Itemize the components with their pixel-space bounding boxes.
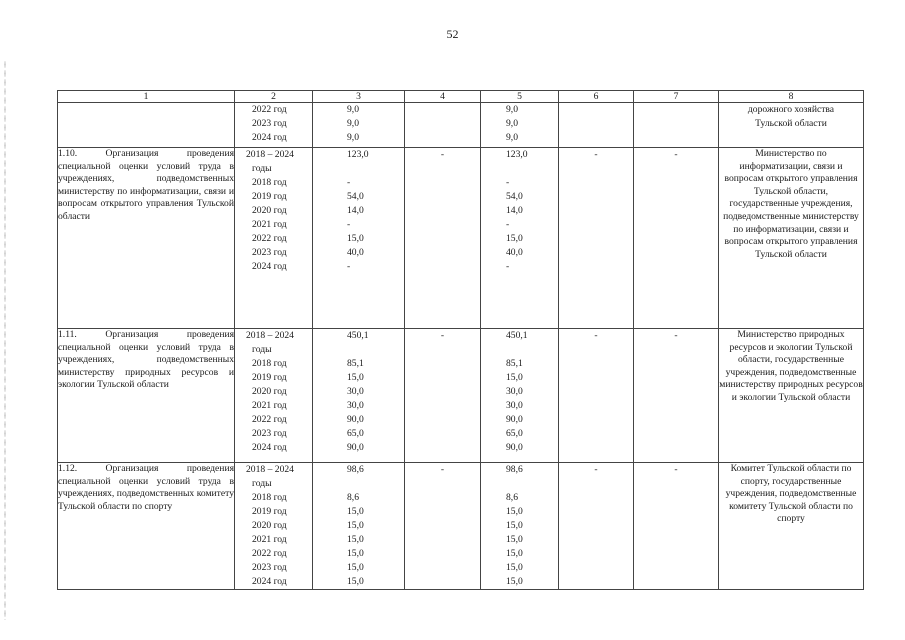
- responsible-cell: Министерство по информатизации, связи и вопросам открытого управления Тульской области, государственные учреждения, подведомственные министерству по информатизации, связи и вопросам открытого управления Тульской области: [719, 148, 864, 329]
- value: 90,0: [347, 414, 364, 425]
- column-header: 7: [634, 91, 719, 103]
- value: 123,0: [506, 149, 528, 160]
- responsible-cell: Министерство природных ресурсов и экологии Тульской области, государственные учреждения, подведомственные министерству природных ресурсов и экологии Тульской области: [719, 329, 864, 463]
- total-cell: [313, 148, 405, 329]
- col4-cell: [405, 103, 481, 148]
- col7-cell: [634, 148, 719, 329]
- column-header: 5: [481, 91, 559, 103]
- value: 9,0: [506, 132, 518, 143]
- value: -: [506, 261, 510, 272]
- year-label: 2024 год: [252, 576, 287, 587]
- value: 14,0: [506, 205, 523, 216]
- value: 15,0: [506, 548, 523, 559]
- value: 8,6: [347, 492, 359, 503]
- value: 65,0: [506, 428, 523, 439]
- value: 15,0: [347, 506, 364, 517]
- value: 40,0: [347, 247, 364, 258]
- col5-cell: [481, 463, 559, 590]
- years-cell: [235, 148, 313, 329]
- table-row-continuation: [58, 103, 864, 148]
- col4-cell: [405, 148, 481, 329]
- col6-cell: [559, 463, 634, 590]
- year-label: 2023 год: [252, 428, 287, 439]
- value: 15,0: [347, 233, 364, 244]
- value: 98,6: [347, 464, 364, 475]
- description-cell: 1.10. Организация проведения специальной оценки условий труда в учреждениях, подведомственных министерству по информатизации, связи и вопросам открытого управления Тульской области: [58, 148, 235, 329]
- col7-cell: [634, 329, 719, 463]
- col4-cell: [405, 329, 481, 463]
- year-label: 2020 год: [252, 520, 287, 531]
- value: 30,0: [347, 386, 364, 397]
- year-label: 2019 год: [252, 372, 287, 383]
- value: 90,0: [506, 414, 523, 425]
- value: 9,0: [506, 118, 518, 129]
- col4-cell: [405, 463, 481, 590]
- year-label: 2019 год: [252, 191, 287, 202]
- description-cell: 1.12. Организация проведения специальной оценки условий труда в учреждениях, подведомственных комитету Тульской области по спорту: [58, 463, 235, 590]
- year-label: 2022 год: [252, 414, 287, 425]
- col5-cell: [481, 329, 559, 463]
- responsible-cell: [719, 103, 864, 148]
- col7-cell: [634, 463, 719, 590]
- total-cell: [313, 329, 405, 463]
- value: -: [594, 149, 598, 160]
- value: [481, 162, 558, 176]
- value: 15,0: [506, 534, 523, 545]
- value: -: [674, 464, 678, 475]
- value: -: [594, 330, 598, 341]
- year-label: 2021 год: [252, 534, 287, 545]
- value: -: [594, 464, 598, 475]
- column-header: 1: [58, 91, 235, 103]
- col7-cell: [634, 103, 719, 148]
- value: -: [347, 177, 351, 188]
- year-label: 2018 – 2024: [246, 149, 294, 160]
- year-label: 2020 год: [252, 205, 287, 216]
- col5-cell: [481, 148, 559, 329]
- responsible-cell: Комитет Тульской области по спорту, государственные учреждения, подведомственные комитету Тульской области по спорту: [719, 463, 864, 590]
- year-label: 2022 год: [252, 104, 287, 115]
- value: -: [347, 261, 351, 272]
- year-label: 2023 год: [252, 118, 287, 129]
- value: 14,0: [347, 205, 364, 216]
- value: 9,0: [347, 132, 359, 143]
- value: 15,0: [347, 576, 364, 587]
- column-header: 4: [405, 91, 481, 103]
- table-row-1-12: [58, 463, 864, 590]
- col6-cell: [559, 148, 634, 329]
- year-label: 2018 год: [252, 177, 287, 188]
- value: [313, 162, 404, 176]
- value: 90,0: [347, 442, 364, 453]
- year-label: 2024 год: [252, 261, 287, 272]
- year-label: годы: [252, 344, 272, 355]
- value: [481, 477, 558, 491]
- value: 30,0: [506, 386, 523, 397]
- value: 450,1: [506, 330, 528, 341]
- value: 9,0: [347, 104, 359, 115]
- value: 85,1: [506, 358, 523, 369]
- year-label: 2019 год: [252, 506, 287, 517]
- total-cell: [313, 463, 405, 590]
- year-label: 2018 год: [252, 358, 287, 369]
- year-label: 2023 год: [252, 247, 287, 258]
- col6-cell: [559, 329, 634, 463]
- value: 15,0: [347, 372, 364, 383]
- value: -: [440, 149, 445, 160]
- value: -: [440, 464, 445, 475]
- value: 15,0: [347, 562, 364, 573]
- column-header: 6: [559, 91, 634, 103]
- value: -: [674, 149, 678, 160]
- value: 9,0: [506, 104, 518, 115]
- column-header: 3: [313, 91, 405, 103]
- value: [481, 343, 558, 357]
- total-cell: [313, 103, 405, 148]
- year-label: годы: [252, 478, 272, 489]
- table-row-1-10: [58, 148, 864, 329]
- value: 65,0: [347, 428, 364, 439]
- value: 30,0: [506, 400, 523, 411]
- value: [313, 343, 404, 357]
- value: -: [506, 177, 510, 188]
- page-number: 52: [446, 27, 459, 41]
- col6-cell: [559, 103, 634, 148]
- value: 8,6: [506, 492, 518, 503]
- value: 123,0: [347, 149, 369, 160]
- value: 15,0: [506, 576, 523, 587]
- scan-edge-marks: [4, 60, 6, 620]
- year-label: 2022 год: [252, 548, 287, 559]
- value: 15,0: [347, 534, 364, 545]
- years-cell: [235, 463, 313, 590]
- value: 54,0: [506, 191, 523, 202]
- year-label: 2024 год: [252, 132, 287, 143]
- value: -: [506, 219, 510, 230]
- value: 54,0: [347, 191, 364, 202]
- value: 9,0: [347, 118, 359, 129]
- value: 85,1: [347, 358, 364, 369]
- year-label: 2018 – 2024: [246, 464, 294, 475]
- year-label: 2018 год: [252, 492, 287, 503]
- col5-cell: [481, 103, 559, 148]
- value: 15,0: [347, 520, 364, 531]
- value: 15,0: [506, 506, 523, 517]
- value: 40,0: [506, 247, 523, 258]
- year-label: годы: [252, 163, 272, 174]
- responsible-line: Тульской области: [755, 118, 827, 129]
- column-header: 8: [719, 91, 864, 103]
- value: -: [347, 219, 351, 230]
- description-cell: [58, 103, 235, 148]
- value: 15,0: [347, 548, 364, 559]
- year-label: 2023 год: [252, 562, 287, 573]
- value: 30,0: [347, 400, 364, 411]
- table-row-1-11: [58, 329, 864, 463]
- year-label: 2022 год: [252, 233, 287, 244]
- value: 15,0: [506, 372, 523, 383]
- description-cell: 1.11. Организация проведения специальной оценки условий труда в учреждениях, подведомственных министерству природных ресурсов и экологии Тульской области: [58, 329, 235, 463]
- value: 15,0: [506, 233, 523, 244]
- year-label: 2021 год: [252, 219, 287, 230]
- year-label: 2021 год: [252, 400, 287, 411]
- program-table: [57, 90, 864, 590]
- value: 15,0: [506, 562, 523, 573]
- years-cell: [235, 103, 313, 148]
- year-label: 2024 год: [252, 442, 287, 453]
- year-label: 2020 год: [252, 386, 287, 397]
- value: [313, 477, 404, 491]
- value: 450,1: [347, 330, 369, 341]
- value: 15,0: [506, 520, 523, 531]
- years-cell: [235, 329, 313, 463]
- header-row: [58, 91, 864, 103]
- value: 98,6: [506, 464, 523, 475]
- value: -: [674, 330, 678, 341]
- value: -: [440, 330, 445, 341]
- responsible-line: дорожного хозяйства: [747, 104, 835, 115]
- value: 90,0: [506, 442, 523, 453]
- column-header: 2: [235, 91, 313, 103]
- year-label: 2018 – 2024: [246, 330, 294, 341]
